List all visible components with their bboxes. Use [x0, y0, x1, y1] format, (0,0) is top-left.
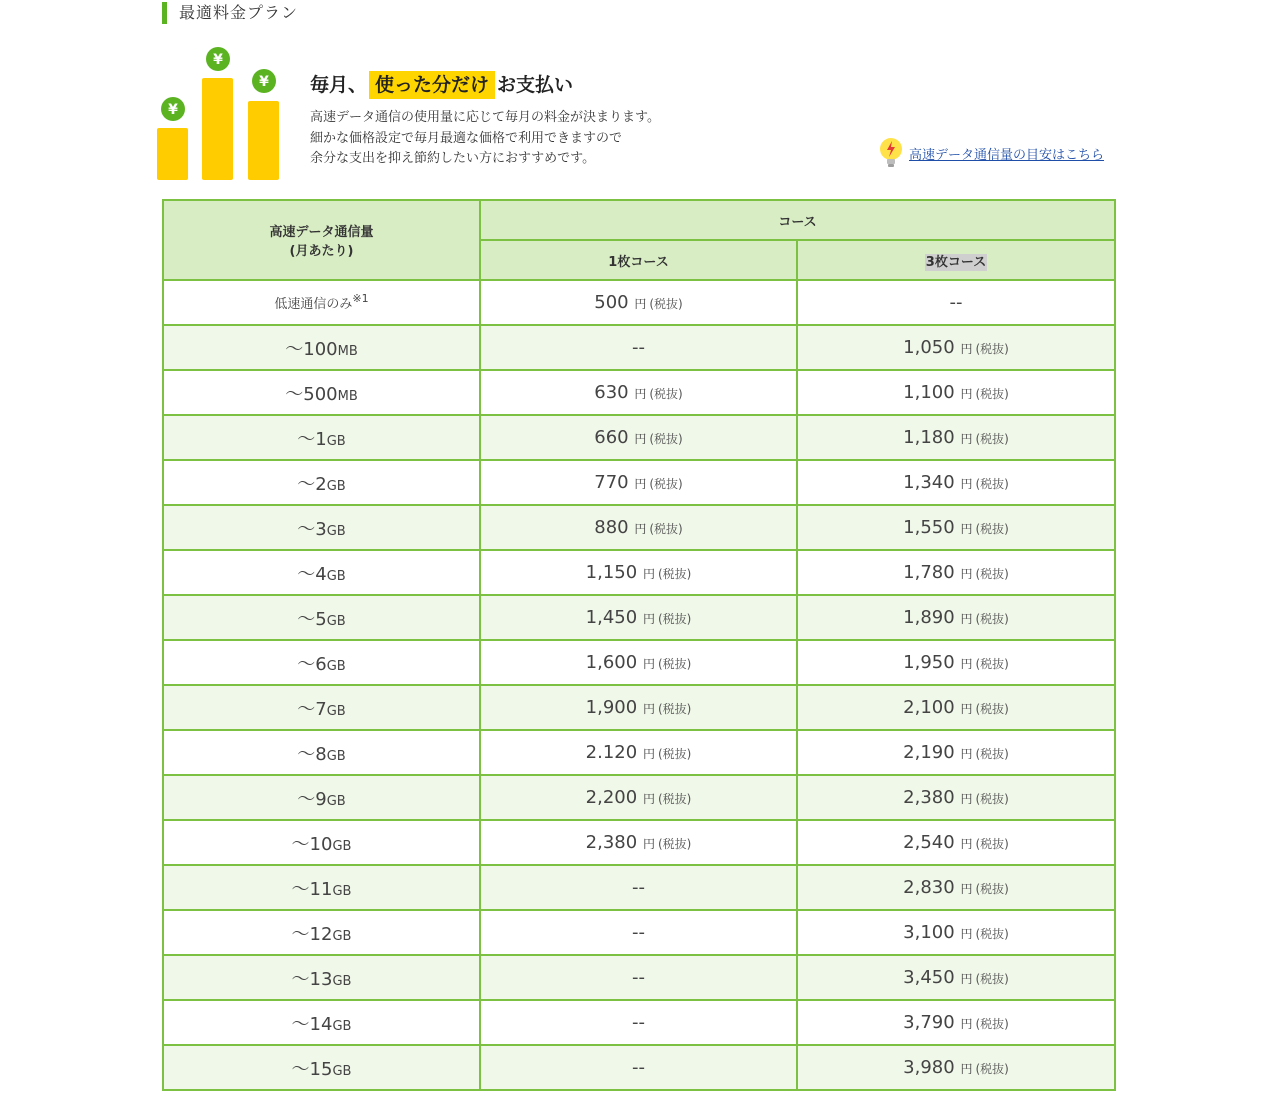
data-volume-cell: ～5GB	[163, 595, 480, 640]
description-line: 余分な支出を抑え節約したい方におすすめです。	[310, 151, 596, 166]
table-row	[163, 865, 1115, 910]
course1-price-cell: 1,450 円 (税抜)	[480, 595, 797, 640]
course1-price-cell: 660 円 (税抜)	[480, 415, 797, 460]
intro	[310, 68, 830, 170]
data-volume-cell: ～6GB	[163, 640, 480, 685]
data-volume-cell: ～8GB	[163, 730, 480, 775]
course1-price-cell: 770 円 (税抜)	[480, 460, 797, 505]
table-row	[163, 775, 1115, 820]
data-guide-link[interactable]	[878, 136, 1104, 170]
course1-price-cell: --	[480, 955, 797, 1000]
svg-text:¥: ¥	[213, 52, 223, 68]
course1-price-cell: 500 円 (税抜)	[480, 280, 797, 325]
course3-price-cell: 2,540 円 (税抜)	[797, 820, 1115, 865]
course3-price-cell: 2,100 円 (税抜)	[797, 685, 1115, 730]
table-row	[163, 955, 1115, 1000]
course1-price-cell: --	[480, 1045, 797, 1090]
data-volume-cell: ～7GB	[163, 685, 480, 730]
course1-price-cell: 630 円 (税抜)	[480, 370, 797, 415]
description	[310, 108, 830, 170]
course3-price-cell: 2,380 円 (税抜)	[797, 775, 1115, 820]
course3-price-cell: 3,980 円 (税抜)	[797, 1045, 1115, 1090]
headline-highlight: 使った分だけ	[369, 71, 495, 99]
table-row	[163, 1045, 1115, 1090]
data-volume-cell: ～12GB	[163, 910, 480, 955]
course3-price-cell: --	[797, 280, 1115, 325]
course3-price-cell: 1,100 円 (税抜)	[797, 370, 1115, 415]
data-volume-header: 高速データ通信量 (月あたり)	[163, 200, 480, 280]
course-header: コース	[480, 200, 1115, 240]
course3-price-cell: 1,780 円 (税抜)	[797, 550, 1115, 595]
headline-post: お支払い	[497, 74, 574, 96]
data-volume-cell: ～100MB	[163, 325, 480, 370]
course1-price-cell: 1,900 円 (税抜)	[480, 685, 797, 730]
data-volume-cell: ～3GB	[163, 505, 480, 550]
course3-price-cell: 1,890 円 (税抜)	[797, 595, 1115, 640]
description-line: 細かな価格設定で毎月最適な価格で利用できますので	[310, 130, 623, 146]
table-row	[163, 460, 1115, 505]
table-row	[163, 415, 1115, 460]
course1-price-cell: 2,200 円 (税抜)	[480, 775, 797, 820]
table-row	[163, 820, 1115, 865]
data-volume-cell: ～500MB	[163, 370, 480, 415]
course3-price-cell: 1,550 円 (税抜)	[797, 505, 1115, 550]
table-row	[163, 1000, 1115, 1045]
course3-price-cell: 1,050 円 (税抜)	[797, 325, 1115, 370]
description-line: 高速データ通信の使用量に応じて毎月の料金が決まります。	[310, 110, 660, 125]
course1-price-cell: 1,150 円 (税抜)	[480, 550, 797, 595]
data-guide-link-text[interactable]: 高速データ通信量の目安はこちら	[909, 147, 1105, 163]
coin-bar-chart-icon	[155, 44, 285, 184]
course1-price-cell: 2.120 円 (税抜)	[480, 730, 797, 775]
table-row	[163, 370, 1115, 415]
lightbulb-icon	[878, 136, 904, 170]
course1-price-cell: 2,380 円 (税抜)	[480, 820, 797, 865]
data-volume-cell: ～11GB	[163, 865, 480, 910]
course1-header: 1枚コース	[480, 240, 797, 280]
table-row	[163, 280, 1115, 325]
data-volume-cell: 低速通信のみ$^{※1}$	[163, 280, 480, 325]
data-volume-cell: ～9GB	[163, 775, 480, 820]
course3-price-cell: 1,340 円 (税抜)	[797, 460, 1115, 505]
svg-text:¥: ¥	[259, 74, 269, 90]
course3-header: 3枚コース	[797, 240, 1115, 280]
data-volume-cell: ～14GB	[163, 1000, 480, 1045]
course1-price-cell: --	[480, 865, 797, 910]
table-row	[163, 595, 1115, 640]
table-row	[163, 685, 1115, 730]
course3-price-cell: 3,100 円 (税抜)	[797, 910, 1115, 955]
course1-price-cell: --	[480, 1000, 797, 1045]
table-row	[163, 730, 1115, 775]
table-row	[163, 325, 1115, 370]
course1-price-cell: 1,600 円 (税抜)	[480, 640, 797, 685]
data-volume-cell: ～13GB	[163, 955, 480, 1000]
course3-price-cell: 1,180 円 (税抜)	[797, 415, 1115, 460]
data-volume-cell: ～1GB	[163, 415, 480, 460]
data-volume-cell: ～15GB	[163, 1045, 480, 1090]
course1-price-cell: --	[480, 910, 797, 955]
data-volume-cell: ～2GB	[163, 460, 480, 505]
data-volume-cell: ～10GB	[163, 820, 480, 865]
course1-price-cell: 880 円 (税抜)	[480, 505, 797, 550]
course3-price-cell: 1,950 円 (税抜)	[797, 640, 1115, 685]
course3-price-cell: 2,190 円 (税抜)	[797, 730, 1115, 775]
course3-price-cell: 3,450 円 (税抜)	[797, 955, 1115, 1000]
table-row	[163, 640, 1115, 685]
course1-price-cell: --	[480, 325, 797, 370]
section-title: 最適料金プラン	[162, 2, 298, 24]
course3-price-cell: 2,830 円 (税抜)	[797, 865, 1115, 910]
price-table	[162, 199, 1116, 1091]
course3-price-cell: 3,790 円 (税抜)	[797, 1000, 1115, 1045]
table-row	[163, 505, 1115, 550]
headline-pre: 毎月、	[310, 74, 368, 96]
svg-text:¥: ¥	[168, 102, 178, 118]
data-volume-cell: ～4GB	[163, 550, 480, 595]
table-row	[163, 910, 1115, 955]
table-row	[163, 550, 1115, 595]
headline	[310, 68, 830, 102]
